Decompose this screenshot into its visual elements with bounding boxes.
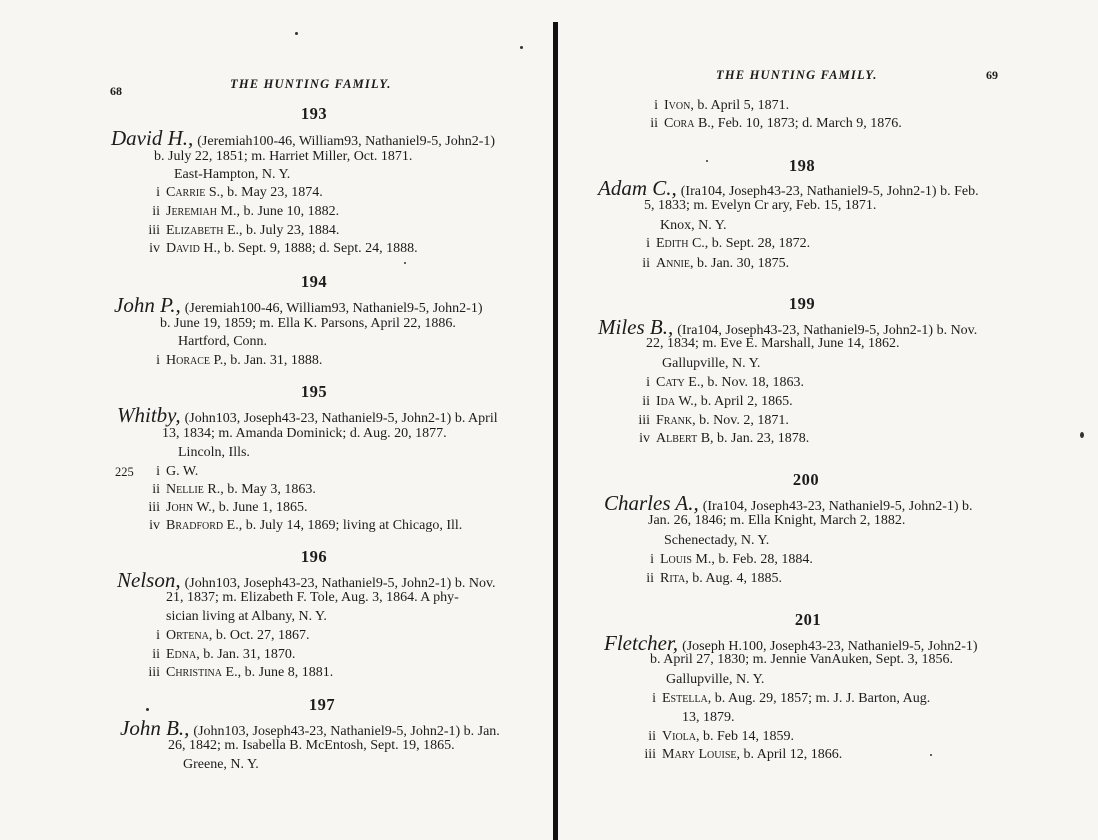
child-entry: i Louis M., b. Feb. 28, 1884. [650,552,813,567]
entry-line: b. July 22, 1851; m. Harriet Miller, Oct. 1871. [154,149,413,164]
entry-line: Jan. 26, 1846; m. Ella Knight, March 2, 1882. [648,513,906,528]
lineage: (Jeremiah100-46, William93, Nathaniel9-5, John2-1) [197,134,496,149]
entry-line: sician living at Albany, N. Y. [166,609,327,624]
child-entry: ii Cora B., Feb. 10, 1873; d. March 9, 1876. [650,116,902,131]
lineage: (John103, Joseph43-23, Nathaniel9-5, John2-1) b. Jan. [193,724,500,739]
child-entry: ii Edna, b. Jan. 31, 1870. [152,647,296,662]
scan-speck [520,46,523,49]
child-entry: i G. W. [156,464,199,479]
scan-speck [706,160,708,162]
child-entry: i Carrie S., b. May 23, 1874. [156,185,323,200]
scan-speck [1080,432,1084,438]
entry-residence: Lincoln, Ills. [178,445,250,460]
child-entry: iii Elizabeth E., b. July 23, 1884. [148,223,340,238]
entry-number: 197 [308,695,336,714]
child-entry: iii Frank, b. Nov. 2, 1871. [638,413,789,428]
child-entry: ii Rita, b. Aug. 4, 1885. [646,571,783,586]
entry-residence: Schenectady, N. Y. [664,533,770,548]
child-entry: iv David H., b. Sept. 9, 1888; d. Sept. 24, 1888. [149,241,418,256]
right-page [564,0,1098,840]
person-name: John P., [114,293,181,317]
child-entry: ii Ida W., b. April 2, 1865. [642,394,793,409]
entry-line: 5, 1833; m. Evelyn Cr ary, Feb. 15, 1871. [644,198,877,213]
entry-line: 22, 1834; m. Eve E. Marshall, June 14, 1862. [646,336,900,351]
entry-number: 198 [788,156,816,175]
entry-number: 199 [788,294,816,313]
child-entry-continued: 13, 1879. [682,710,735,725]
child-entry: ii Viola, b. Feb 14, 1859. [648,729,794,744]
lineage: (Jeremiah100-46, William93, Nathaniel9-5, John2-1) [184,301,483,316]
running-head: THE HUNTING FAMILY. [716,68,878,82]
entry-number: 201 [794,610,822,629]
child-entry: iii John W., b. June 1, 1865. [148,500,308,515]
person-name: Nelson, [117,568,181,592]
person-name: Fletcher, [604,631,679,655]
child-entry: ii Nellie R., b. May 3, 1863. [152,482,316,497]
entry-line: 13, 1834; m. Amanda Dominick; d. Aug. 20, 1877. [162,426,447,441]
lineage: (Ira104, Joseph43-23, Nathaniel9-5, John2-1) b. Nov. [677,323,978,338]
entry-line: b. April 27, 1830; m. Jennie VanAuken, Sept. 3, 1856. [650,652,954,667]
running-head: THE HUNTING FAMILY. [230,77,392,91]
entry-line: 21, 1837; m. Elizabeth F. Tole, Aug. 3, 1864. A phy- [166,590,459,605]
entry-residence: Hartford, Conn. [178,334,268,349]
child-entry: i Ivon, b. April 5, 1871. [654,98,790,113]
entry-number: 193 [300,104,328,123]
child-entry: iv Bradford E., b. July 14, 1869; living at Chicago, Ill. [149,518,463,533]
entry-header [117,403,498,428]
child-entry: i Caty E., b. Nov. 18, 1863. [646,375,805,390]
child-entry: ii Jeremiah M., b. June 10, 1882. [152,204,340,219]
entry-line: 26, 1842; m. Isabella B. McEntosh, Sept. 19, 1865. [168,738,455,753]
entry-residence: Gallupville, N. Y. [662,356,761,371]
page-number: 69 [986,68,998,82]
entry-number: 196 [300,547,328,566]
child-entry: iv Albert B, b. Jan. 23, 1878. [639,431,810,446]
child-entry: i Ortena, b. Oct. 27, 1867. [156,628,310,643]
entry-header [114,293,482,318]
entry-line: b. June 19, 1859; m. Ella K. Parsons, April 22, 1886. [160,316,456,331]
child-entry: i Edith C., b. Sept. 28, 1872. [646,236,811,251]
book-gutter [553,22,558,840]
child-entry: iii Mary Louise, b. April 12, 1866. [644,747,843,762]
lineage: (Ira104, Joseph43-23, Nathaniel9-5, John2-1) b. Feb. [680,184,979,199]
scan-speck [404,262,406,264]
lineage: (John103, Joseph43-23, Nathaniel9-5, John2-1) b. April [184,411,498,426]
lineage: (Joseph H.100, Joseph43-23, Nathaniel9-5, John2-1) [682,639,978,654]
entry-number: 195 [300,382,328,401]
person-name: Charles A., [604,491,699,515]
lineage: (Ira104, Joseph43-23, Nathaniel9-5, John2-1) b. [702,499,973,514]
margin-note: 225 [115,465,134,479]
child-entry: iii Christina E., b. June 8, 1881. [148,665,334,680]
lineage: (John103, Joseph43-23, Nathaniel9-5, John2-1) b. Nov. [184,576,496,591]
entry-residence: Greene, N. Y. [183,757,259,772]
child-entry: i Estella, b. Aug. 29, 1857; m. J. J. Barton, Aug. [652,691,931,706]
entry-number: 194 [300,272,328,291]
scan-speck [295,32,298,35]
entry-number: 200 [792,470,820,489]
person-name: Whitby, [117,403,181,427]
scan-speck [930,754,932,756]
child-entry: i Horace P., b. Jan. 31, 1888. [156,353,323,368]
person-name: Adam C., [598,176,677,200]
entry-residence: Gallupville, N. Y. [666,672,765,687]
entry-residence: Knox, N. Y. [660,218,727,233]
person-name: John B., [120,716,190,740]
person-name: David H., [111,126,194,150]
person-name: Miles B., [598,315,674,339]
scan-speck [146,708,149,711]
child-entry: ii Annie, b. Jan. 30, 1875. [642,256,790,271]
page-number: 68 [110,84,122,98]
entry-residence: East-Hampton, N. Y. [174,167,291,182]
entry-header [111,126,495,151]
